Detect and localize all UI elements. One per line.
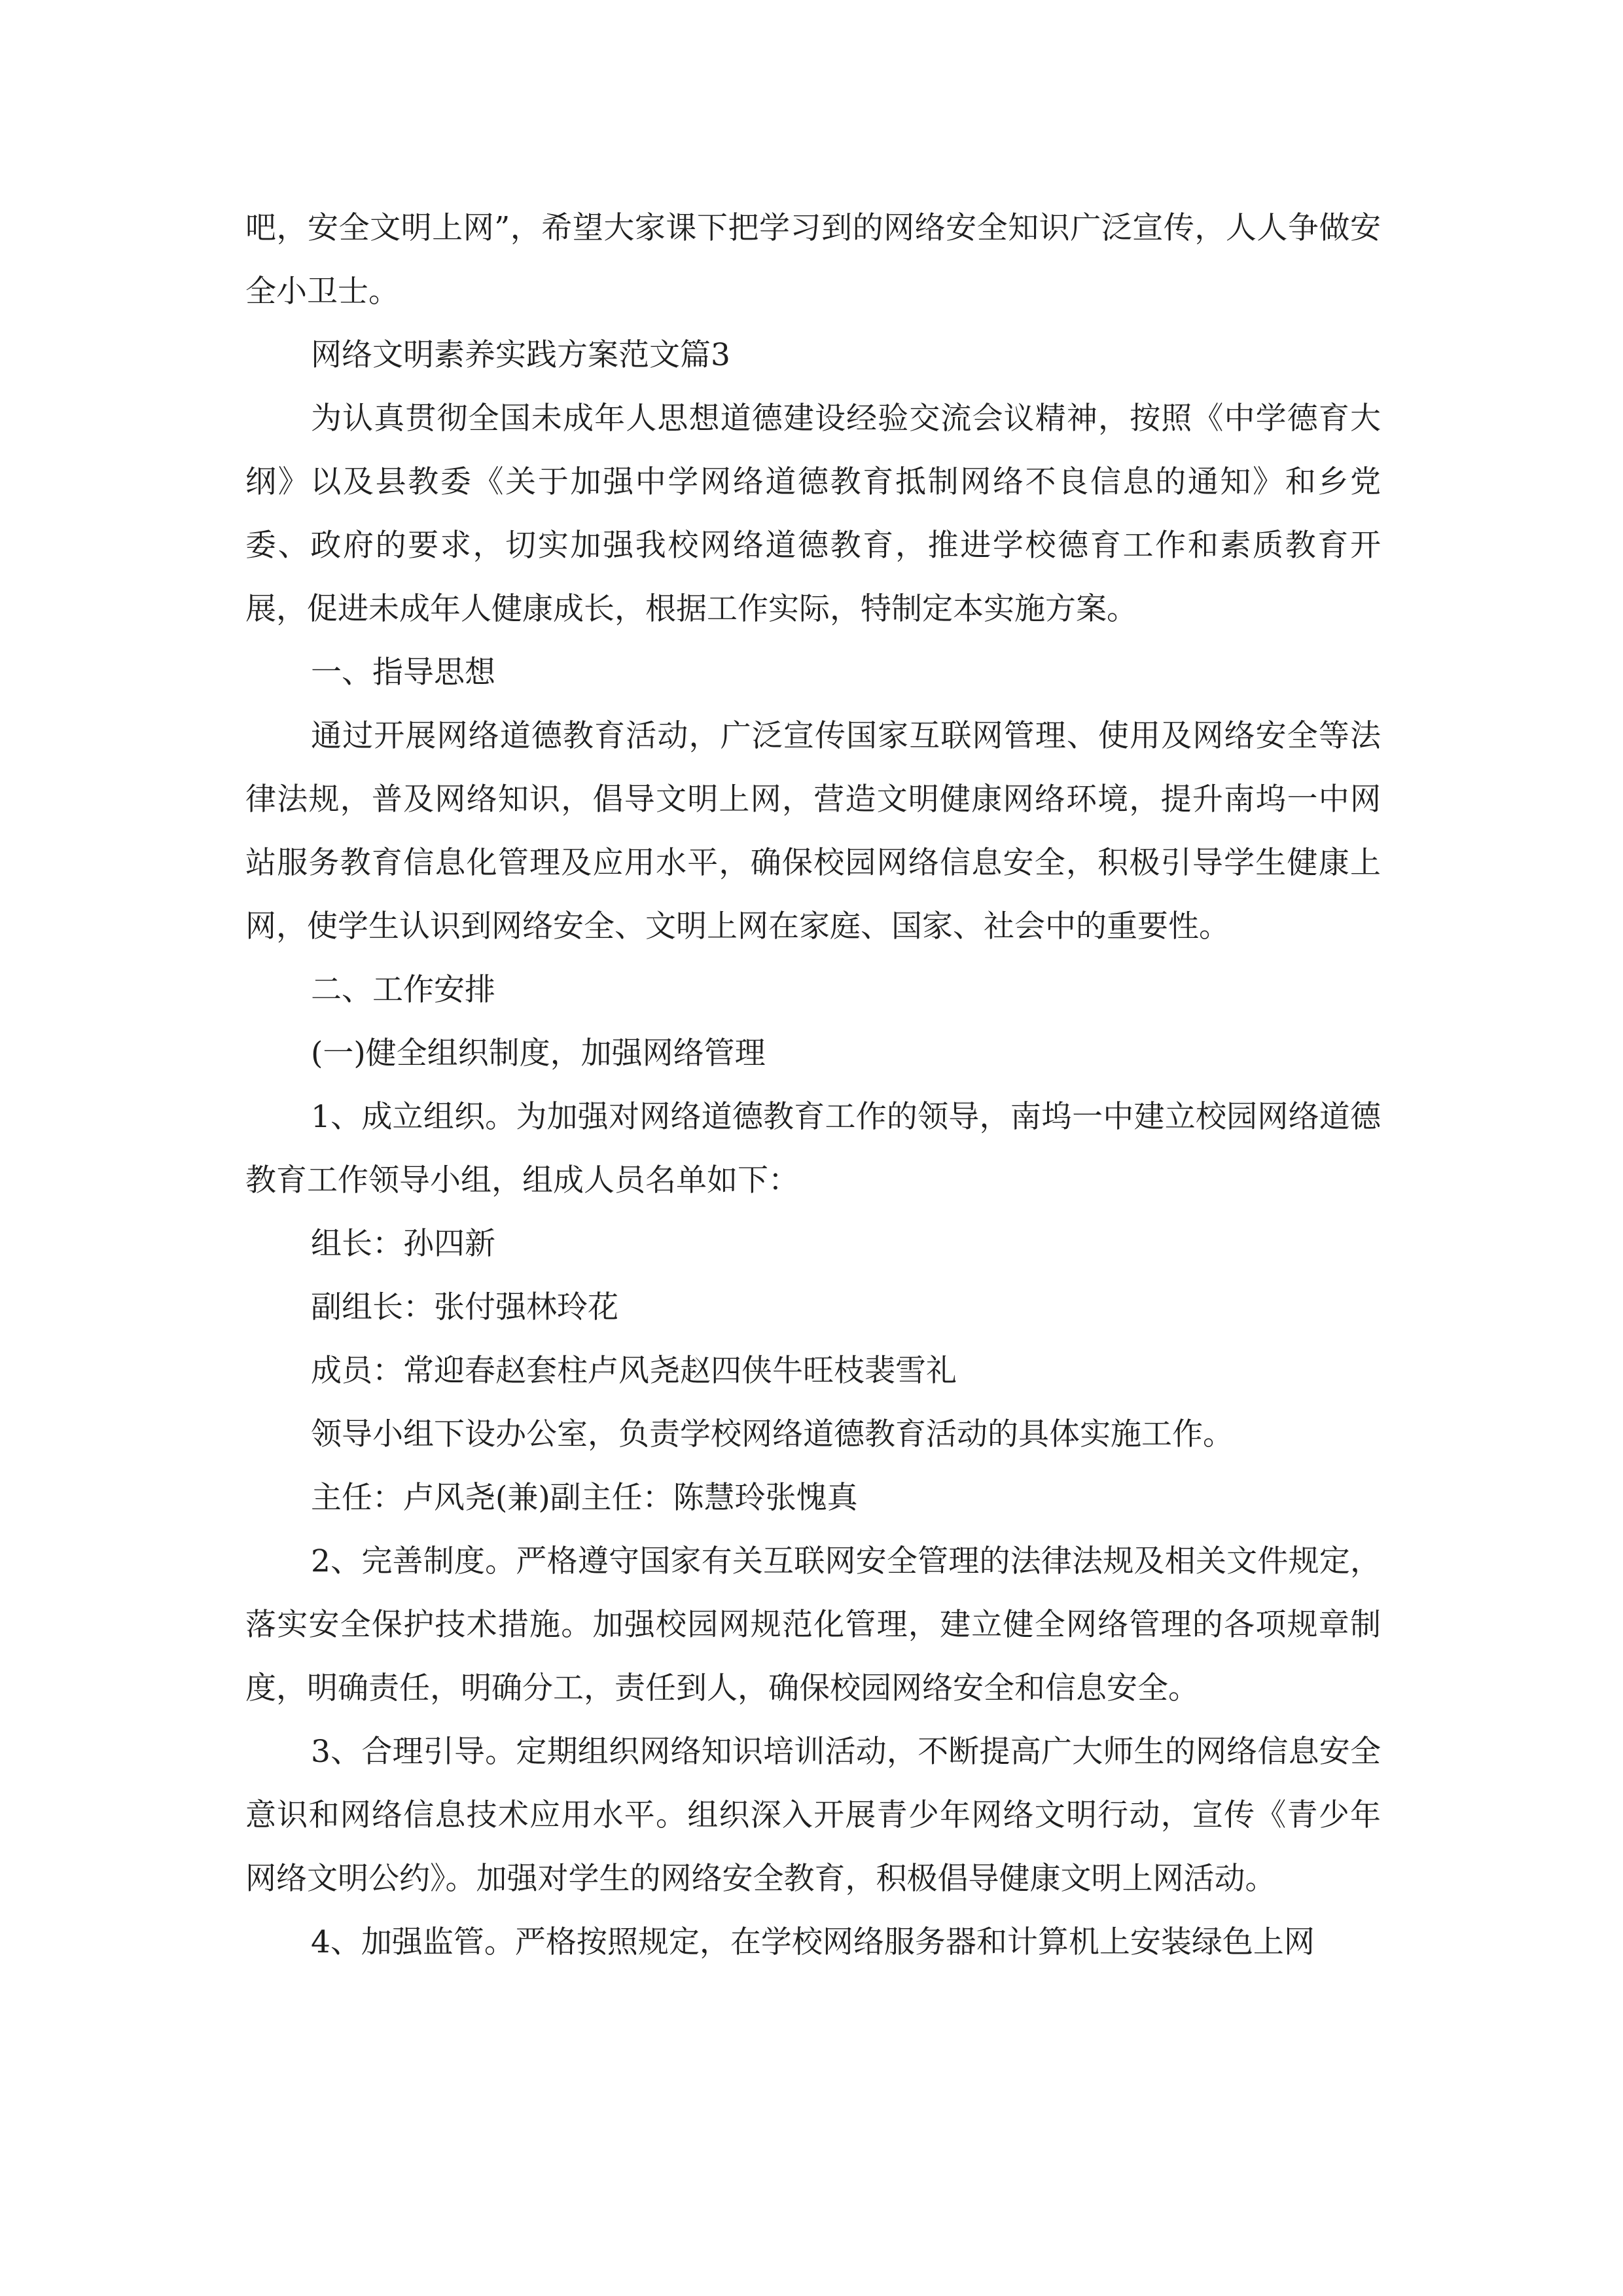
paragraph-continued: 吧，安全文明上网”，希望大家课下把学习到的网络安全知识广泛宣传，人人争做安全小卫士。 <box>245 210 1381 310</box>
team-members: 成员：常迎春赵套柱卢风尧赵四侠牛旺枝裴雪礼 <box>311 1353 957 1389</box>
paragraph-guiding-ideology: 通过开展网络道德教育活动，广泛宣传国家互联网管理、使用及网络安全等法律法规，普及网络知识，倡导文明上网，营造文明健康网络环境，提升南坞一中网站服务教育信息化管理及应用水平，确保校园网络信息安全，积极引导学生健康上网，使学生认识到网络安全、文明上网在家庭、国家、社会中的重要性。 <box>245 718 1381 944</box>
paragraph-establish-organization: 1、成立组织。为加强对网络道德教育工作的领导，南坞一中建立校园网络道德教育工作领导小组，组成人员名单如下： <box>245 1099 1381 1198</box>
team-leader: 组长：孙四新 <box>311 1226 495 1262</box>
heading-guiding-ideology: 一、指导思想 <box>311 655 495 691</box>
subheading-organization: (一)健全组织制度，加强网络管理 <box>311 1035 766 1071</box>
deputy-team-leader: 副组长：张付强林玲花 <box>311 1289 618 1325</box>
section-heading-article-3: 网络文明素养实践方案范文篇3 <box>311 337 730 373</box>
paragraph-intro: 为认真贯彻全国未成年人思想道德建设经验交流会议精神，按照《中学德育大纲》以及县教委《关于加强中学网络道德教育抵制网络不良信息的通知》和乡党委、政府的要求，切实加强我校网络道德教育，推进学校德育工作和素质教育开展，促进未成年人健康成长，根据工作实际，特制定本实施方案。 <box>245 401 1381 627</box>
paragraph-supervision: 4、加强监管。严格按照规定，在学校网络服务器和计算机上安装绿色上网 <box>311 1924 1315 1960</box>
paragraph-guidance: 3、合理引导。定期组织网络知识培训活动，不断提高广大师生的网络信息安全意识和网络信息技术应用水平。组织深入开展青少年网络文明行动，宣传《青少年网络文明公约》。加强对学生的网络安全教育，积极倡导健康文明上网活动。 <box>245 1734 1381 1897</box>
heading-work-arrangement: 二、工作安排 <box>311 972 495 1008</box>
paragraph-improve-system: 2、完善制度。严格遵守国家有关互联网安全管理的法律法规及相关文件规定，落实安全保护技术措施。加强校园网规范化管理，建立健全网络管理的各项规章制度，明确责任，明确分工，责任到人，确保校园网络安全和信息安全。 <box>245 1543 1381 1706</box>
office-directors: 主任：卢风尧(兼)副主任：陈慧玲张愧真 <box>311 1480 858 1516</box>
document-body <box>245 196 1381 1974</box>
paragraph-office: 领导小组下设办公室，负责学校网络道德教育活动的具体实施工作。 <box>311 1416 1234 1452</box>
